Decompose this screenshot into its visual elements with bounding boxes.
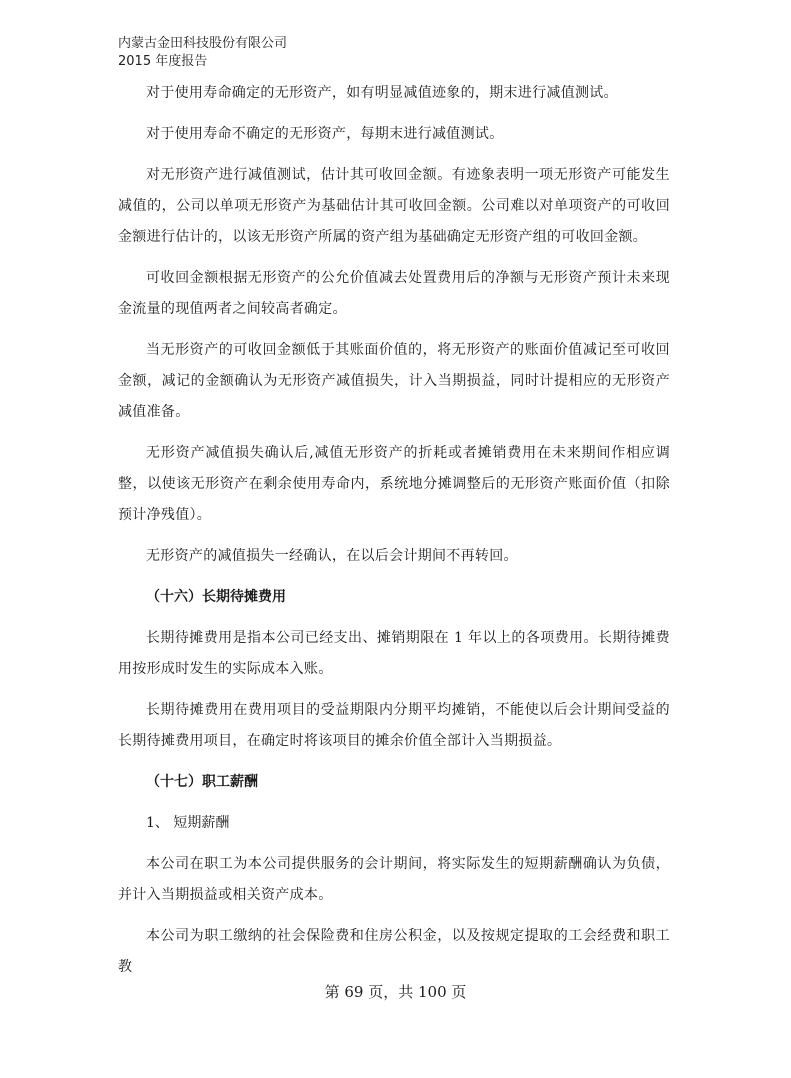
paragraph: 无形资产的减值损失一经确认，在以后会计期间不再转回。 — [146, 548, 518, 564]
paragraph: 可收回金额根据无形资产的公允价值减去处置费用后的净额与无形资产预计未来现金流量的现值两者之间较高者确定。 — [118, 270, 670, 317]
paragraph: 对于使用寿命确定的无形资产，如有明显减值迹象的，期末进行减值测试。 — [146, 85, 618, 101]
paragraph: 对无形资产进行减值测试，估计其可收回金额。有迹象表明一项无形资产可能发生减值的，公司以单项无形资产为基础估计其可收回金额。公司难以对单项资产的可收回金额进行估计的，以该无形资产所属的资产组为基础确定无形资产组的可收回金额。 — [118, 167, 670, 245]
paragraph: 本公司为职工缴纳的社会保险费和住房公积金，以及按规定提取的工会经费和职工教 — [118, 928, 670, 975]
paragraph: 本公司在职工为本公司提供服务的会计期间，将实际发生的短期薪酬确认为负债，并计入当期损益或相关资产成本。 — [118, 856, 670, 903]
page-number: 第 69 页，共 100 页 — [324, 983, 467, 1001]
subsection-heading: 1、 短期薪酬 — [146, 815, 230, 831]
company-name: 内蒙古金田科技股份有限公司 — [118, 36, 288, 51]
document-body — [118, 78, 670, 993]
paragraph: 对于使用寿命不确定的无形资产，每期末进行减值测试。 — [146, 126, 504, 142]
report-title: 2015 年度报告 — [118, 54, 208, 69]
paragraph: 长期待摊费用是指本公司已经支出、摊销期限在 1 年以上的各项费用。长期待摊费用按形成时发生的实际成本入账。 — [118, 630, 670, 677]
section-heading-16: （十六）长期待摊费用 — [146, 589, 286, 605]
page-header — [118, 35, 287, 71]
section-heading-17: （十七）职工薪酬 — [146, 774, 258, 790]
paragraph: 长期待摊费用在费用项目的受益期限内分期平均摊销，不能使以后会计期间受益的长期待摊费用项目，在确定时将该项目的摊余价值全部计入当期损益。 — [118, 702, 670, 749]
paragraph: 无形资产减值损失确认后,减值无形资产的折耗或者摊销费用在未来期间作相应调整，以使该无形资产在剩余使用寿命内，系统地分摊调整后的无形资产账面价值（扣除预计净残值）。 — [118, 445, 670, 523]
paragraph: 当无形资产的可收回金额低于其账面价值的，将无形资产的账面价值减记至可收回金额，减记的金额确认为无形资产减值损失，计入当期损益，同时计提相应的无形资产减值准备。 — [118, 342, 670, 420]
